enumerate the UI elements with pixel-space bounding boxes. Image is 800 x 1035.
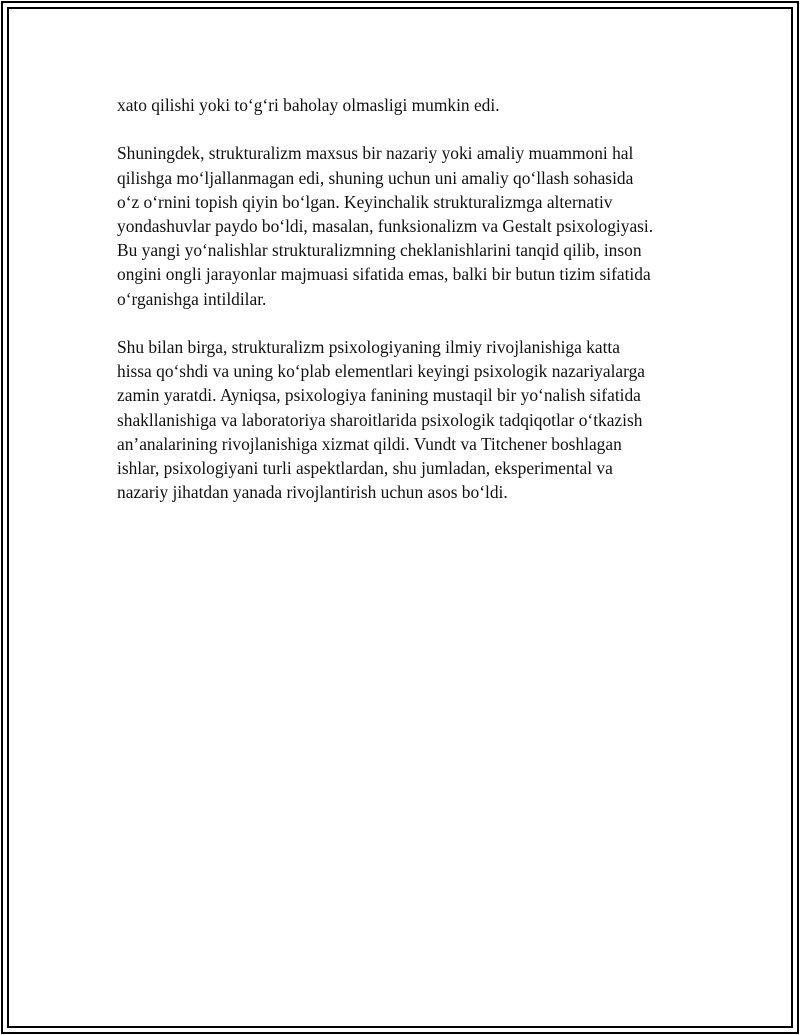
paragraph-line: Shu bilan birga, strukturalizm psixologiyaning ilmiy rivojlanishiga katta <box>117 337 620 357</box>
paragraph-line: Shuningdek, strukturalizm maxsus bir nazariy yoki amaliy muammoni hal <box>117 143 634 164</box>
paragraph-line: o‘z o‘rnini topish qiyin bo‘lgan. Keyinchalik strukturalizmga alternativ <box>117 191 613 212</box>
paragraph-line: zamin yaratdi. Ayniqsa, psixologiya fanining mustaqil bir yo‘nalish sifatida <box>117 385 641 406</box>
paragraph-line: o‘rganishga intildilar. <box>117 288 267 309</box>
document-body <box>117 93 697 529</box>
paragraph-line: hissa qo‘shdi va uning ko‘plab elementlari keyingi psixologik nazariyalarga <box>117 361 646 382</box>
paragraph-1 <box>117 93 697 117</box>
paragraph-line: an’analarining rivojlanishiga xizmat qildi. Vundt va Titchener boshlagan <box>117 433 622 454</box>
paragraph-line: qilishga mo‘ljallanmagan edi, shuning uchun uni amaliy qo‘llash sohasida <box>117 167 634 188</box>
paragraph-line: shakllanishiga va laboratoriya sharoitlarida psixologik tadqiqotlar o‘tkazish <box>117 409 643 430</box>
paragraph-2 <box>117 141 697 310</box>
paragraph-3 <box>117 335 697 504</box>
paragraph-line: xato qilishi yoki to‘g‘ri baholay olmasligi mumkin edi. <box>117 95 500 115</box>
paragraph-line: yondashuvlar paydo bo‘ldi, masalan, funksionalizm va Gestalt psixologiyasi. <box>117 216 654 236</box>
paragraph-line: ishlar, psixologiyani turli aspektlardan, shu jumladan, eksperimental va <box>117 458 613 479</box>
paragraph-line: ongini ongli jarayonlar majmuasi sifatida emas, balki bir butun tizim sifatida <box>117 264 651 285</box>
paragraph-line: nazariy jihatdan yanada rivojlantirish uchun asos bo‘ldi. <box>117 482 508 503</box>
paragraph-line: Bu yangi yo‘nalishlar strukturalizmning cheklanishlarini tanqid qilib, inson <box>117 240 642 261</box>
